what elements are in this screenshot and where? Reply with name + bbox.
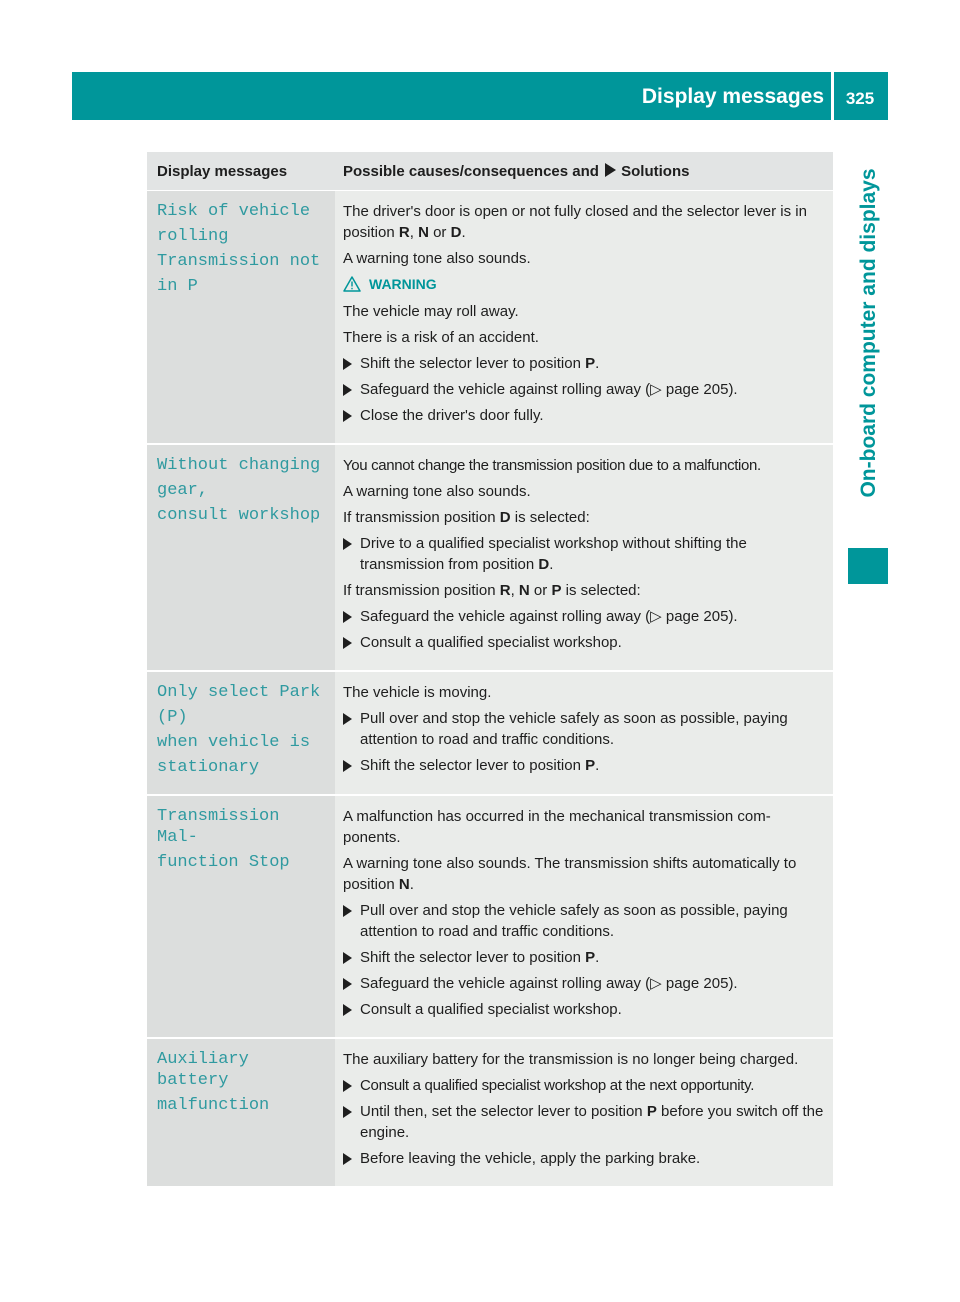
step-text: Until then, set the selector lever to position: [360, 1103, 647, 1120]
step-text: Consult a qualified specialist workshop.: [360, 1001, 622, 1018]
solution-step: [343, 379, 827, 400]
solution-step: [343, 708, 827, 750]
cause-text: You cannot change the transmission position due to a malfunction.: [343, 457, 761, 474]
step-text: Pull over and stop the vehicle safely as soon as possible, paying attention to road and traffic conditions.: [360, 902, 788, 940]
solution-step: [343, 405, 827, 426]
display-message-cell: [147, 444, 335, 671]
table-row: [147, 671, 833, 795]
step-text: Drive to a qualified specialist workshop without shifting the transmission from position: [360, 535, 747, 573]
step-text: .: [595, 355, 600, 372]
solution-step: [343, 755, 827, 776]
position-code: N: [518, 582, 530, 599]
step-text: .: [549, 556, 554, 573]
step-text: .: [595, 757, 600, 774]
step-text: Consult a qualified specialist workshop.: [360, 634, 622, 651]
cause-text-part: or: [529, 582, 552, 599]
step-arrow-icon: [343, 611, 352, 623]
section-side-tab: [848, 128, 890, 538]
display-message-text: consult workshop: [157, 506, 321, 525]
section-marker: [848, 548, 888, 584]
cause-text-part: ,: [510, 582, 519, 599]
column-header-solutions-post: Solutions: [621, 162, 690, 180]
position-code: N: [418, 224, 429, 241]
cause-text-part: .: [409, 876, 414, 893]
solution-step: [343, 973, 827, 994]
display-message-text: malfunction: [157, 1096, 270, 1115]
play-arrow-icon: [605, 163, 616, 177]
solution-cell: [335, 1038, 833, 1187]
solution-step: [343, 353, 827, 374]
display-message-text: Auxiliary battery: [157, 1050, 249, 1090]
position-code: P: [585, 757, 596, 774]
step-arrow-icon: [343, 1106, 352, 1118]
step-text: Before leaving the vehicle, apply the parking brake.: [360, 1150, 701, 1167]
warning-label: WARNING: [369, 276, 437, 292]
step-text: Pull over and stop the vehicle safely as soon as possible, paying attention to road and traffic conditions.: [360, 710, 788, 748]
solution-cell: [335, 795, 833, 1038]
display-message-text: Without changing: [157, 456, 321, 475]
cause-text-part: .: [461, 224, 466, 241]
column-header-messages: Display messages: [147, 152, 335, 191]
solution-step: [343, 632, 827, 653]
display-message-text: in P: [157, 277, 198, 296]
solution-cell: [335, 671, 833, 795]
display-message-cell: [147, 191, 335, 445]
table-row: [147, 795, 833, 1038]
position-code: P: [585, 949, 596, 966]
step-text: Shift the selector lever to position: [360, 757, 586, 774]
table-row: [147, 191, 833, 445]
step-arrow-icon: [343, 384, 352, 396]
step-arrow-icon: [343, 1004, 352, 1016]
step-arrow-icon: [343, 713, 352, 725]
step-arrow-icon: [343, 637, 352, 649]
cause-text-part: If transmission position: [343, 509, 500, 526]
display-message-cell: [147, 671, 335, 795]
display-messages-table: [147, 152, 833, 1188]
solution-step: [343, 999, 827, 1020]
cause-text: The auxiliary battery for the transmission is no longer being charged.: [343, 1051, 799, 1068]
step-arrow-icon: [343, 538, 352, 550]
step-arrow-icon: [343, 1153, 352, 1165]
position-code: P: [646, 1103, 657, 1120]
table-header-row: [147, 152, 833, 191]
position-code: N: [398, 876, 410, 893]
step-arrow-icon: [343, 952, 352, 964]
cause-text: [343, 853, 827, 895]
display-message-text: stationary: [157, 758, 260, 777]
step-text: Shift the selector lever to position: [360, 355, 586, 372]
position-code: P: [585, 355, 596, 372]
display-message-text: gear,: [157, 481, 209, 500]
step-text: before you switch off the engine.: [360, 1103, 824, 1141]
display-message-text: (P): [157, 708, 188, 727]
solution-step: [343, 1101, 827, 1143]
display-message-cell: [147, 795, 335, 1038]
display-message-text: Transmission Mal‐: [157, 807, 280, 847]
cause-text: [343, 580, 827, 601]
step-text: Safeguard the vehicle against rolling away (▷ page 205).: [360, 381, 738, 398]
cause-text-part: The driver's door is open or not fully closed and the selector lever is in position: [343, 203, 807, 241]
cause-text: The vehicle is moving.: [343, 684, 492, 701]
warning-triangle-icon: [343, 276, 361, 292]
warning-text: The vehicle may roll away.: [343, 303, 519, 320]
step-text: Close the driver's door fully.: [360, 407, 544, 424]
cause-text: [343, 201, 827, 243]
step-arrow-icon: [343, 1080, 352, 1092]
section-side-tab-label: On-board computer and displays: [857, 168, 880, 498]
position-code: P: [551, 582, 562, 599]
step-text: .: [595, 949, 600, 966]
display-message-text: rolling: [157, 227, 229, 246]
step-arrow-icon: [343, 978, 352, 990]
step-text: Safeguard the vehicle against rolling away (▷ page 205).: [360, 608, 738, 625]
warning-text: There is a risk of an accident.: [343, 329, 539, 346]
solution-step: [343, 533, 827, 575]
solution-step: [343, 947, 827, 968]
step-arrow-icon: [343, 410, 352, 422]
position-code: D: [499, 509, 511, 526]
cause-text-part: or: [428, 224, 451, 241]
step-text: Consult a qualified specialist workshop at the next opportunity.: [360, 1077, 755, 1094]
step-arrow-icon: [343, 760, 352, 772]
display-message-text: Only select Park: [157, 683, 321, 702]
solution-step: [343, 900, 827, 942]
position-code: R: [499, 582, 511, 599]
column-header-solutions-pre: Possible causes/consequences and: [343, 162, 599, 180]
column-header-solutions: [335, 152, 833, 191]
cause-text: A malfunction has occurred in the mechanical transmission com-ponents.: [343, 808, 771, 846]
table-row: [147, 1038, 833, 1187]
position-code: R: [398, 224, 410, 241]
cause-text-part: is selected:: [510, 509, 590, 526]
step-arrow-icon: [343, 905, 352, 917]
display-message-text: function Stop: [157, 853, 290, 872]
cause-text: [343, 507, 827, 528]
cause-text-part: If transmission position: [343, 582, 500, 599]
cause-text: A warning tone also sounds.: [343, 250, 531, 267]
solution-cell: [335, 444, 833, 671]
cause-text-part: ,: [409, 224, 419, 241]
warning-heading: [343, 274, 827, 295]
display-message-text: when vehicle is: [157, 733, 311, 752]
header-divider: [831, 72, 834, 120]
cause-text: A warning tone also sounds.: [343, 483, 531, 500]
display-message-text: Transmission not: [157, 252, 321, 271]
step-text: Safeguard the vehicle against rolling away (▷ page 205).: [360, 975, 738, 992]
step-arrow-icon: [343, 358, 352, 370]
position-code: D: [538, 556, 550, 573]
step-text: Shift the selector lever to position: [360, 949, 586, 966]
position-code: D: [450, 224, 462, 241]
page-number: 325: [845, 89, 875, 108]
table-row: [147, 444, 833, 671]
display-message-cell: [147, 1038, 335, 1187]
cause-text-part: is selected:: [561, 582, 641, 599]
solution-step: [343, 1075, 827, 1096]
solution-step: [343, 1148, 827, 1169]
solution-step: [343, 606, 827, 627]
display-message-text: Risk of vehicle: [157, 202, 311, 221]
page-title: Display messages: [641, 85, 824, 108]
cause-text-part: A warning tone also sounds. The transmission shifts automatically to position: [343, 855, 797, 893]
solution-cell: [335, 191, 833, 445]
